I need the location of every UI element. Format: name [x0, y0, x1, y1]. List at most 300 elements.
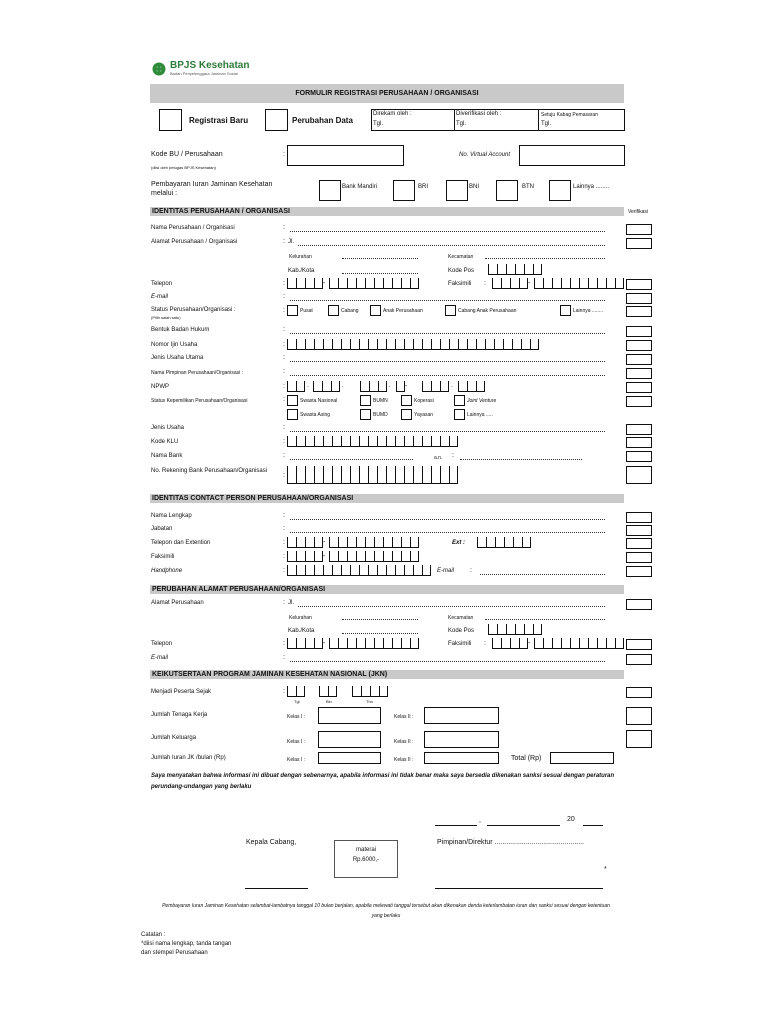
- digit-cell[interactable]: [338, 537, 347, 548]
- digit-cell[interactable]: [314, 565, 323, 576]
- digit-cell[interactable]: [323, 339, 332, 350]
- digit-cell[interactable]: [305, 278, 314, 289]
- digit-cell[interactable]: [296, 537, 305, 548]
- digit-cell[interactable]: [413, 436, 422, 447]
- kodepos-cells[interactable]: [488, 264, 542, 275]
- digit-cell[interactable]: [534, 278, 543, 289]
- digit-cell[interactable]: [347, 551, 356, 562]
- digit-cell[interactable]: [401, 278, 410, 289]
- digit-cell[interactable]: [314, 466, 323, 484]
- digit-cell[interactable]: [341, 339, 350, 350]
- digit-cell[interactable]: [410, 638, 419, 649]
- digit-cell[interactable]: [467, 339, 476, 350]
- total-field[interactable]: [550, 752, 614, 764]
- digit-cell[interactable]: [305, 565, 314, 576]
- digit-cell[interactable]: [319, 686, 328, 697]
- cp-telepon-number-cells[interactable]: [329, 537, 419, 548]
- digit-cell[interactable]: [404, 466, 413, 484]
- digit-cell[interactable]: [534, 638, 543, 649]
- digit-cell[interactable]: [359, 339, 368, 350]
- digit-cell[interactable]: [440, 466, 449, 484]
- telepon-number-cells[interactable]: [329, 278, 419, 289]
- digit-cell[interactable]: [361, 686, 370, 697]
- digit-cell[interactable]: [410, 537, 419, 548]
- swasta-asing-checkbox[interactable]: [287, 409, 298, 420]
- kodepos-label: Kode Pos: [448, 268, 475, 274]
- digit-cell[interactable]: [296, 686, 305, 697]
- digit-cell[interactable]: [422, 466, 431, 484]
- verify-cp-faksimili[interactable]: [626, 552, 652, 563]
- digit-cell[interactable]: [383, 638, 392, 649]
- digit-cell[interactable]: [485, 339, 494, 350]
- digit-cell[interactable]: [476, 381, 485, 392]
- digit-cell[interactable]: [506, 264, 515, 275]
- digit-cell[interactable]: [332, 565, 341, 576]
- digit-cell[interactable]: [287, 551, 296, 562]
- digit-cell[interactable]: [374, 551, 383, 562]
- digit-cell[interactable]: [329, 537, 338, 548]
- digit-cell[interactable]: [374, 537, 383, 548]
- digit-cell[interactable]: [338, 278, 347, 289]
- digit-cell[interactable]: [543, 638, 552, 649]
- digit-cell[interactable]: [296, 381, 305, 392]
- digit-cell[interactable]: [524, 624, 533, 635]
- nomor-ijin-cells[interactable]: [287, 339, 539, 350]
- digit-cell[interactable]: [533, 264, 542, 275]
- digit-cell[interactable]: [533, 624, 542, 635]
- digit-cell[interactable]: [431, 436, 440, 447]
- status-anak-checkbox[interactable]: [370, 305, 381, 316]
- verify-bentuk[interactable]: [626, 326, 652, 337]
- digit-cell[interactable]: [360, 381, 369, 392]
- digit-cell[interactable]: [305, 466, 314, 484]
- iuran-kelas1-field[interactable]: [318, 752, 381, 764]
- digit-cell[interactable]: [356, 551, 365, 562]
- digit-cell[interactable]: [341, 436, 350, 447]
- digit-cell[interactable]: [377, 466, 386, 484]
- digit-cell[interactable]: [287, 381, 296, 392]
- digit-cell[interactable]: [287, 565, 296, 576]
- digit-cell[interactable]: [422, 381, 431, 392]
- digit-cell[interactable]: [413, 466, 422, 484]
- bri-checkbox[interactable]: [393, 180, 415, 201]
- digit-cell[interactable]: [287, 436, 296, 447]
- kepala-signature-line: [245, 888, 308, 889]
- digit-cell[interactable]: [395, 565, 404, 576]
- digit-cell[interactable]: [392, 537, 401, 548]
- digit-cell[interactable]: [404, 565, 413, 576]
- digit-cell[interactable]: [383, 537, 392, 548]
- digit-cell[interactable]: [401, 638, 410, 649]
- digit-cell[interactable]: [392, 551, 401, 562]
- digit-cell[interactable]: [352, 686, 361, 697]
- digit-cell[interactable]: [501, 638, 510, 649]
- digit-cell[interactable]: [422, 339, 431, 350]
- digit-cell[interactable]: [305, 436, 314, 447]
- digit-cell[interactable]: [314, 436, 323, 447]
- cp-handphone-cells[interactable]: [287, 565, 431, 576]
- iuran-kelas2-field[interactable]: [424, 752, 499, 764]
- digit-cell[interactable]: [597, 278, 606, 289]
- digit-cell[interactable]: [332, 466, 341, 484]
- digit-cell[interactable]: [492, 638, 501, 649]
- verify-cp-handphone[interactable]: [626, 566, 652, 577]
- verify-keluarga[interactable]: [626, 730, 652, 748]
- lainnya-pembayaran-checkbox[interactable]: [549, 180, 571, 201]
- verify-tenaga[interactable]: [626, 707, 652, 725]
- digit-cell[interactable]: [570, 638, 579, 649]
- verify-nama[interactable]: [626, 224, 652, 235]
- pa-telepon-area-cells[interactable]: [287, 638, 323, 649]
- cp-ext-cells[interactable]: [477, 537, 531, 548]
- digit-cell[interactable]: [494, 339, 503, 350]
- verify-jenis-usaha[interactable]: [626, 424, 652, 435]
- digit-cell[interactable]: [503, 339, 512, 350]
- digit-cell[interactable]: [296, 466, 305, 484]
- digit-cell[interactable]: [314, 551, 323, 562]
- digit-cell[interactable]: [356, 537, 365, 548]
- lainnya-kepemilikan-checkbox[interactable]: [454, 409, 465, 420]
- tenaga-kelas1-field[interactable]: [318, 707, 381, 724]
- digit-cell[interactable]: [552, 278, 561, 289]
- digit-cell[interactable]: [328, 686, 337, 697]
- digit-cell[interactable]: [296, 565, 305, 576]
- verify-nomor-ijin[interactable]: [626, 340, 652, 351]
- digit-cell[interactable]: [377, 339, 386, 350]
- rekening-cells[interactable]: [287, 466, 458, 484]
- digit-cell[interactable]: [314, 278, 323, 289]
- digit-cell[interactable]: [377, 565, 386, 576]
- digit-cell[interactable]: [356, 278, 365, 289]
- sejak-bln-cells[interactable]: [319, 686, 337, 697]
- status-pusat-checkbox[interactable]: [287, 305, 298, 316]
- digit-cell[interactable]: [395, 339, 404, 350]
- digit-cell[interactable]: [449, 339, 458, 350]
- tenaga-kelas2-field[interactable]: [424, 707, 499, 724]
- digit-cell[interactable]: [401, 551, 410, 562]
- bumd-checkbox[interactable]: [360, 409, 371, 420]
- bni-checkbox[interactable]: [446, 180, 468, 201]
- digit-cell[interactable]: [332, 339, 341, 350]
- pa-faksimili-area-cells[interactable]: [492, 638, 528, 649]
- koperasi-checkbox[interactable]: [401, 395, 412, 406]
- digit-cell[interactable]: [314, 339, 323, 350]
- sejak-thn-cells[interactable]: [352, 686, 388, 697]
- digit-cell[interactable]: [332, 436, 341, 447]
- digit-cell[interactable]: [359, 436, 368, 447]
- digit-cell[interactable]: [440, 339, 449, 350]
- digit-cell[interactable]: [287, 537, 296, 548]
- digit-cell[interactable]: [322, 381, 331, 392]
- digit-cell[interactable]: [404, 436, 413, 447]
- faksimili-number-cells[interactable]: [534, 278, 624, 289]
- kode-klu-cells[interactable]: [287, 436, 458, 447]
- verify-kode-klu[interactable]: [626, 437, 652, 448]
- cp-faksimili-area-cells[interactable]: [287, 551, 323, 562]
- digit-cell[interactable]: [431, 466, 440, 484]
- digit-cell[interactable]: [543, 278, 552, 289]
- digit-cell[interactable]: [323, 436, 332, 447]
- digit-cell[interactable]: [579, 638, 588, 649]
- digit-cell[interactable]: [323, 565, 332, 576]
- virtual-account-field[interactable]: [519, 145, 625, 166]
- digit-cell[interactable]: [440, 381, 449, 392]
- digit-cell[interactable]: [395, 436, 404, 447]
- digit-cell[interactable]: [513, 537, 522, 548]
- faksimili-area-cells[interactable]: [492, 278, 528, 289]
- verify-jenis-utama[interactable]: [626, 354, 652, 365]
- digit-cell[interactable]: [512, 339, 521, 350]
- digit-cell[interactable]: [615, 278, 624, 289]
- digit-cell[interactable]: [477, 537, 486, 548]
- digit-cell[interactable]: [329, 551, 338, 562]
- digit-cell[interactable]: [338, 551, 347, 562]
- digit-cell[interactable]: [368, 436, 377, 447]
- telepon-area-cells[interactable]: [287, 278, 323, 289]
- digit-cell[interactable]: [296, 638, 305, 649]
- yayasan-checkbox[interactable]: [401, 409, 412, 420]
- digit-cell[interactable]: [314, 638, 323, 649]
- digit-cell[interactable]: [386, 436, 395, 447]
- digit-cell[interactable]: [519, 638, 528, 649]
- setuju-label: Setuju Kabag Pemasaran: [541, 112, 598, 118]
- digit-cell[interactable]: [486, 537, 495, 548]
- digit-cell[interactable]: [606, 278, 615, 289]
- digit-cell[interactable]: [287, 339, 296, 350]
- bentuk-badan-label: Bentuk Badan Hukum: [151, 327, 210, 333]
- btn-checkbox[interactable]: [496, 180, 518, 201]
- digit-cell[interactable]: [368, 339, 377, 350]
- digit-cell[interactable]: [350, 466, 359, 484]
- digit-cell[interactable]: [404, 339, 413, 350]
- digit-cell[interactable]: [606, 638, 615, 649]
- digit-cell[interactable]: [365, 537, 374, 548]
- digit-cell[interactable]: [588, 278, 597, 289]
- perubahan-data-checkbox[interactable]: [265, 109, 288, 131]
- npwp-cells-5[interactable]: [422, 381, 449, 392]
- digit-cell[interactable]: [504, 537, 513, 548]
- digit-cell[interactable]: [287, 686, 296, 697]
- verify-kepemilikan[interactable]: [626, 396, 652, 407]
- digit-cell[interactable]: [497, 264, 506, 275]
- digit-cell[interactable]: [359, 466, 368, 484]
- pimpinan-label: Pimpinan/Direktur ..............................................: [437, 839, 585, 846]
- digit-cell[interactable]: [413, 565, 422, 576]
- digit-cell[interactable]: [488, 264, 497, 275]
- digit-cell[interactable]: [488, 624, 497, 635]
- pa-kodepos-cells[interactable]: [488, 624, 542, 635]
- digit-cell[interactable]: [296, 339, 305, 350]
- status-cabang-anak-checkbox[interactable]: [445, 305, 456, 316]
- verify-email[interactable]: [626, 293, 652, 304]
- digit-cell[interactable]: [305, 537, 314, 548]
- digit-cell[interactable]: [588, 638, 597, 649]
- digit-cell[interactable]: [347, 638, 356, 649]
- digit-cell[interactable]: [515, 624, 524, 635]
- digit-cell[interactable]: [561, 638, 570, 649]
- digit-cell[interactable]: [395, 466, 404, 484]
- digit-cell[interactable]: [359, 565, 368, 576]
- digit-cell[interactable]: [350, 565, 359, 576]
- bumn-checkbox[interactable]: [360, 395, 371, 406]
- digit-cell[interactable]: [530, 339, 539, 350]
- verify-nama-bank[interactable]: [626, 451, 652, 462]
- joint-venture-checkbox[interactable]: [454, 395, 465, 406]
- digit-cell[interactable]: [323, 466, 332, 484]
- swasta-nasional-checkbox[interactable]: [287, 395, 298, 406]
- verify-sejak[interactable]: [626, 687, 652, 698]
- digit-cell[interactable]: [492, 278, 501, 289]
- digit-cell[interactable]: [383, 278, 392, 289]
- digit-cell[interactable]: [410, 278, 419, 289]
- digit-cell[interactable]: [386, 565, 395, 576]
- cp-faksimili-number-cells[interactable]: [329, 551, 419, 562]
- digit-cell[interactable]: [561, 278, 570, 289]
- digit-cell[interactable]: [515, 264, 524, 275]
- keluarga-kelas2-field[interactable]: [424, 731, 499, 748]
- bank-mandiri-checkbox[interactable]: [319, 180, 341, 201]
- npwp-cells-6[interactable]: [458, 381, 485, 392]
- digit-cell[interactable]: [570, 278, 579, 289]
- keluarga-kelas1-field[interactable]: [318, 731, 381, 748]
- digit-cell[interactable]: [401, 537, 410, 548]
- verify-pa-telepon[interactable]: [626, 639, 652, 650]
- digit-cell[interactable]: [521, 339, 530, 350]
- digit-cell[interactable]: [374, 638, 383, 649]
- digit-cell[interactable]: [331, 381, 340, 392]
- digit-cell[interactable]: [396, 381, 405, 392]
- digit-cell[interactable]: [506, 624, 515, 635]
- digit-cell[interactable]: [305, 638, 314, 649]
- digit-cell[interactable]: [338, 638, 347, 649]
- keluarga-label: Jumlah Keluarga: [151, 735, 197, 741]
- digit-cell[interactable]: [378, 381, 387, 392]
- digit-cell[interactable]: [368, 565, 377, 576]
- digit-cell[interactable]: [350, 436, 359, 447]
- digit-cell[interactable]: [392, 278, 401, 289]
- digit-cell[interactable]: [377, 436, 386, 447]
- rekening-label: No. Rekening Bank Perusahaan/Organisasi: [151, 468, 268, 474]
- digit-cell[interactable]: [368, 466, 377, 484]
- digit-cell[interactable]: [374, 278, 383, 289]
- signature-star: *: [604, 866, 607, 873]
- digit-cell[interactable]: [510, 638, 519, 649]
- status-lainnya-checkbox[interactable]: [560, 305, 571, 316]
- digit-cell[interactable]: [410, 551, 419, 562]
- npwp-cells-1[interactable]: [287, 381, 305, 392]
- digit-cell[interactable]: [392, 638, 401, 649]
- digit-cell[interactable]: [305, 339, 314, 350]
- digit-cell[interactable]: [501, 278, 510, 289]
- verify-rekening[interactable]: [626, 466, 652, 484]
- digit-cell[interactable]: [365, 638, 374, 649]
- verify-pa-alamat[interactable]: [626, 599, 652, 610]
- digit-cell[interactable]: [329, 278, 338, 289]
- digit-cell[interactable]: [413, 339, 422, 350]
- digit-cell[interactable]: [329, 638, 338, 649]
- verify-status[interactable]: [626, 306, 652, 317]
- digit-cell[interactable]: [522, 537, 531, 548]
- cp-telepon-area-cells[interactable]: [287, 537, 323, 548]
- digit-cell[interactable]: [422, 436, 431, 447]
- digit-cell[interactable]: [347, 537, 356, 548]
- digit-cell[interactable]: [350, 339, 359, 350]
- digit-cell[interactable]: [431, 381, 440, 392]
- verify-pimpinan[interactable]: [626, 368, 652, 379]
- kode-bu-field[interactable]: [287, 145, 404, 166]
- verify-cp-nama[interactable]: [626, 512, 652, 523]
- digit-cell[interactable]: [365, 551, 374, 562]
- digit-cell[interactable]: [356, 638, 365, 649]
- digit-cell[interactable]: [341, 565, 350, 576]
- digit-cell[interactable]: [510, 278, 519, 289]
- verify-cp-jabatan[interactable]: [626, 525, 652, 536]
- digit-cell[interactable]: [476, 339, 485, 350]
- digit-cell[interactable]: [386, 466, 395, 484]
- tenaga-kelas2-label: Kelas II :: [394, 714, 414, 720]
- digit-cell[interactable]: [449, 436, 458, 447]
- sejak-thn-label: Thn: [366, 699, 373, 704]
- digit-cell[interactable]: [497, 624, 506, 635]
- digit-cell[interactable]: [365, 278, 374, 289]
- digit-cell[interactable]: [369, 381, 378, 392]
- digit-cell[interactable]: [467, 381, 476, 392]
- npwp-cells-2[interactable]: [313, 381, 340, 392]
- verify-npwp[interactable]: [626, 382, 652, 393]
- digit-cell[interactable]: [313, 381, 322, 392]
- digit-cell[interactable]: [552, 638, 561, 649]
- digit-cell[interactable]: [495, 537, 504, 548]
- pa-faksimili-number-cells[interactable]: [534, 638, 624, 649]
- digit-cell[interactable]: [305, 551, 314, 562]
- digit-cell[interactable]: [524, 264, 533, 275]
- verify-cp-telepon[interactable]: [626, 538, 652, 549]
- digit-cell[interactable]: [458, 339, 467, 350]
- digit-cell[interactable]: [347, 278, 356, 289]
- verify-alamat[interactable]: [626, 238, 652, 249]
- digit-cell[interactable]: [287, 638, 296, 649]
- digit-cell[interactable]: [341, 466, 350, 484]
- digit-cell[interactable]: [379, 686, 388, 697]
- digit-cell[interactable]: [287, 466, 296, 484]
- npwp-cells-4[interactable]: [396, 381, 405, 392]
- digit-cell[interactable]: [579, 278, 588, 289]
- digit-cell[interactable]: [449, 466, 458, 484]
- digit-cell[interactable]: [296, 551, 305, 562]
- registrasi-baru-checkbox[interactable]: [159, 109, 182, 131]
- status-cabang-checkbox[interactable]: [328, 305, 339, 316]
- digit-cell[interactable]: [431, 339, 440, 350]
- digit-cell[interactable]: [370, 686, 379, 697]
- digit-cell[interactable]: [597, 638, 606, 649]
- pa-telepon-number-cells[interactable]: [329, 638, 419, 649]
- digit-cell[interactable]: [296, 436, 305, 447]
- digit-cell[interactable]: [287, 278, 296, 289]
- verify-telepon[interactable]: [626, 279, 652, 290]
- digit-cell[interactable]: [386, 339, 395, 350]
- digit-cell[interactable]: [458, 381, 467, 392]
- npwp-cells-3[interactable]: [360, 381, 387, 392]
- verify-pa-email[interactable]: [626, 654, 652, 665]
- digit-cell[interactable]: [615, 638, 624, 649]
- digit-cell[interactable]: [519, 278, 528, 289]
- digit-cell[interactable]: [314, 537, 323, 548]
- digit-cell[interactable]: [422, 565, 431, 576]
- digit-cell[interactable]: [296, 278, 305, 289]
- sejak-tgl-cells[interactable]: [287, 686, 305, 697]
- digit-cell[interactable]: [440, 436, 449, 447]
- digit-cell[interactable]: [383, 551, 392, 562]
